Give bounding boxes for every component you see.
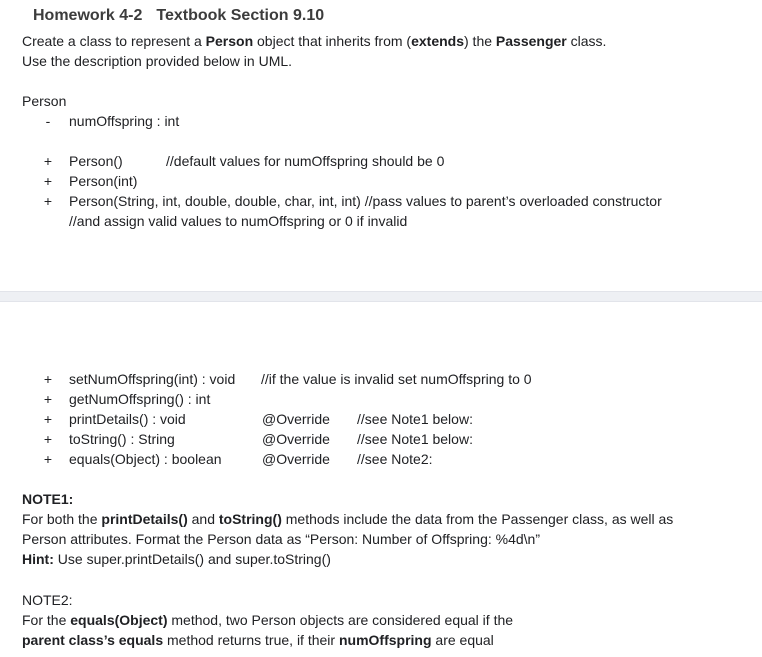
note2-line-1 xyxy=(22,610,513,630)
title-section: Textbook Section 9.10 xyxy=(156,7,325,24)
bold-text-run: printDetails() xyxy=(101,511,188,527)
hint-text: Use super.printDetails() and super.toString() xyxy=(53,551,331,567)
bold-text-run: equals(Object) xyxy=(70,612,168,628)
page-break-divider xyxy=(0,291,762,302)
private-symbol: - xyxy=(45,113,51,129)
bold-text-run: extends xyxy=(411,33,464,49)
method-annotation: @Override xyxy=(262,431,330,447)
text-run: methods include the data from the Passenger class, as well as xyxy=(281,511,674,527)
method-signature: toString() : String xyxy=(69,431,175,447)
method-annotation: @Override xyxy=(262,411,330,427)
text-run: method returns true, if their xyxy=(163,632,339,648)
method-signature: equals(Object) : boolean xyxy=(69,451,222,467)
note1-line-1 xyxy=(22,509,673,529)
text-run: and xyxy=(187,511,219,527)
method-comment: //see Note1 below: xyxy=(357,411,473,427)
note2-line-2 xyxy=(22,630,494,650)
note1-heading: NOTE1: xyxy=(22,491,74,507)
bold-text-run: toString() xyxy=(218,511,282,527)
uml-class-name: Person xyxy=(22,93,67,109)
text-run: For the xyxy=(22,612,71,628)
note1-hint xyxy=(22,549,331,569)
method-annotation: @Override xyxy=(262,451,330,467)
method-annotation: //if the value is invalid set numOffspring to 0 xyxy=(261,371,532,387)
public-symbol: + xyxy=(43,193,53,209)
text-run: Create a class to represent a xyxy=(22,33,206,49)
method-signature: setNumOffspring(int) : void xyxy=(69,371,236,387)
public-symbol: + xyxy=(43,173,53,189)
hint-label: Hint: xyxy=(22,551,54,567)
page-title xyxy=(33,6,324,26)
text-run: object that inherits from ( xyxy=(253,33,412,49)
text-run: method, two Person objects are considered equal if the xyxy=(167,612,514,628)
uml-field: numOffspring : int xyxy=(69,113,180,129)
text-run: ) the xyxy=(464,33,496,49)
bold-text-run: Person xyxy=(205,33,254,49)
text-run: are equal xyxy=(431,632,494,648)
public-symbol: + xyxy=(43,431,53,447)
constructor-signature: Person(String, int, double, double, char, int, int) //pass values to parent’s overloaded constructor xyxy=(69,193,662,209)
note1-line-2: Person attributes. Format the Person data as “Person: Number of Offspring: %4d\n” xyxy=(22,531,540,547)
public-symbol: + xyxy=(43,153,53,169)
text-run: class. xyxy=(566,33,607,49)
method-signature: printDetails() : void xyxy=(69,411,186,427)
intro-line-1 xyxy=(22,31,606,51)
public-symbol: + xyxy=(43,411,53,427)
text-run: For both the xyxy=(22,511,102,527)
method-signature: getNumOffspring() : int xyxy=(69,391,211,407)
public-symbol: + xyxy=(43,371,53,387)
note2-heading: NOTE2: xyxy=(22,592,73,608)
intro-line-2: Use the description provided below in UML. xyxy=(22,53,293,69)
public-symbol: + xyxy=(43,451,53,467)
method-comment: //see Note1 below: xyxy=(357,431,473,447)
bold-text-run: numOffspring xyxy=(338,632,432,648)
bold-text-run: Passenger xyxy=(495,33,567,49)
title-homework: Homework 4-2 xyxy=(33,7,143,24)
constructor-signature: Person(int) xyxy=(69,173,138,189)
constructor-signature: Person() xyxy=(69,153,123,169)
bold-text-run: parent class’s equals xyxy=(22,632,164,648)
constructor-comment-continued: //and assign valid values to numOffspring or 0 if invalid xyxy=(69,213,408,229)
public-symbol: + xyxy=(43,391,53,407)
constructor-comment: //default values for numOffspring should be 0 xyxy=(166,153,445,169)
method-comment: //see Note2: xyxy=(357,451,433,467)
